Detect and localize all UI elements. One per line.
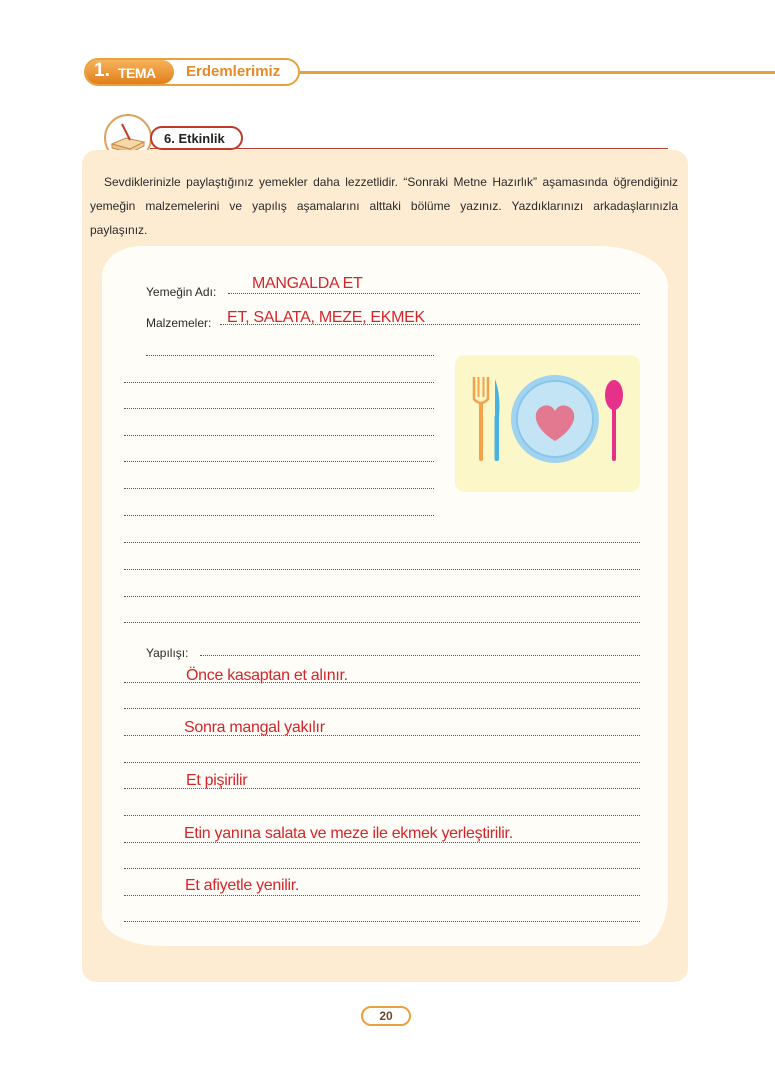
method-step: Etin yanına salata ve meze ile ekmek yerleştirilir. [184, 825, 513, 842]
dish-line[interactable] [228, 293, 640, 294]
header-rule [290, 71, 775, 74]
activity-label: 6. Etkinlik [164, 131, 225, 146]
instructions-text: Sevdiklerinizle paylaştığınız yemekler daha lezzetlidir. “Sonraki Metne Hazırlık” aşamasında öğrendiğiniz yemeğin malzemelerini ve yapılış aşamalarını alttaki bölüme yazınız. Yazdıklarınızı arkadaşlarınızla paylaşınız. [90, 175, 678, 237]
writing-line[interactable] [124, 408, 434, 409]
writing-line[interactable] [124, 596, 640, 597]
writing-line[interactable] [124, 895, 640, 896]
ingredients-label: Malzemeler: [146, 316, 212, 330]
theme-word: TEMA [118, 65, 156, 81]
dish-value: MANGALDA ET [252, 275, 363, 292]
ingredients-value: ET, SALATA, MEZE, EKMEK [227, 309, 425, 326]
writing-line[interactable] [124, 435, 434, 436]
writing-line[interactable] [124, 569, 640, 570]
writing-line[interactable] [124, 542, 640, 543]
writing-line[interactable] [124, 921, 640, 922]
writing-line[interactable] [124, 762, 640, 763]
tableware-illustration [455, 355, 640, 492]
writing-line[interactable] [124, 708, 640, 709]
spoon-icon [605, 380, 623, 461]
fork-icon [474, 377, 488, 461]
writing-line[interactable] [124, 815, 640, 816]
writing-line[interactable] [124, 461, 434, 462]
writing-line[interactable] [124, 622, 640, 623]
theme-title: Erdemlerimiz [186, 63, 281, 80]
method-step: Et afiyetle yenilir. [185, 877, 300, 894]
method-step: Önce kasaptan et alınır. [186, 667, 348, 684]
writing-line[interactable] [124, 515, 434, 516]
theme-number: 1. [94, 60, 110, 81]
method-line[interactable] [200, 655, 640, 656]
method-label: Yapılışı: [146, 646, 189, 660]
page-number: 20 [379, 1009, 393, 1023]
writing-line[interactable] [124, 382, 434, 383]
method-step: Et pişirilir [186, 772, 248, 789]
dish-label: Yemeğin Adı: [146, 285, 217, 299]
writing-line[interactable] [146, 355, 434, 356]
writing-line[interactable] [124, 868, 640, 869]
writing-line[interactable] [124, 488, 434, 489]
method-step: Sonra mangal yakılır [184, 719, 325, 736]
knife-icon [495, 379, 500, 461]
